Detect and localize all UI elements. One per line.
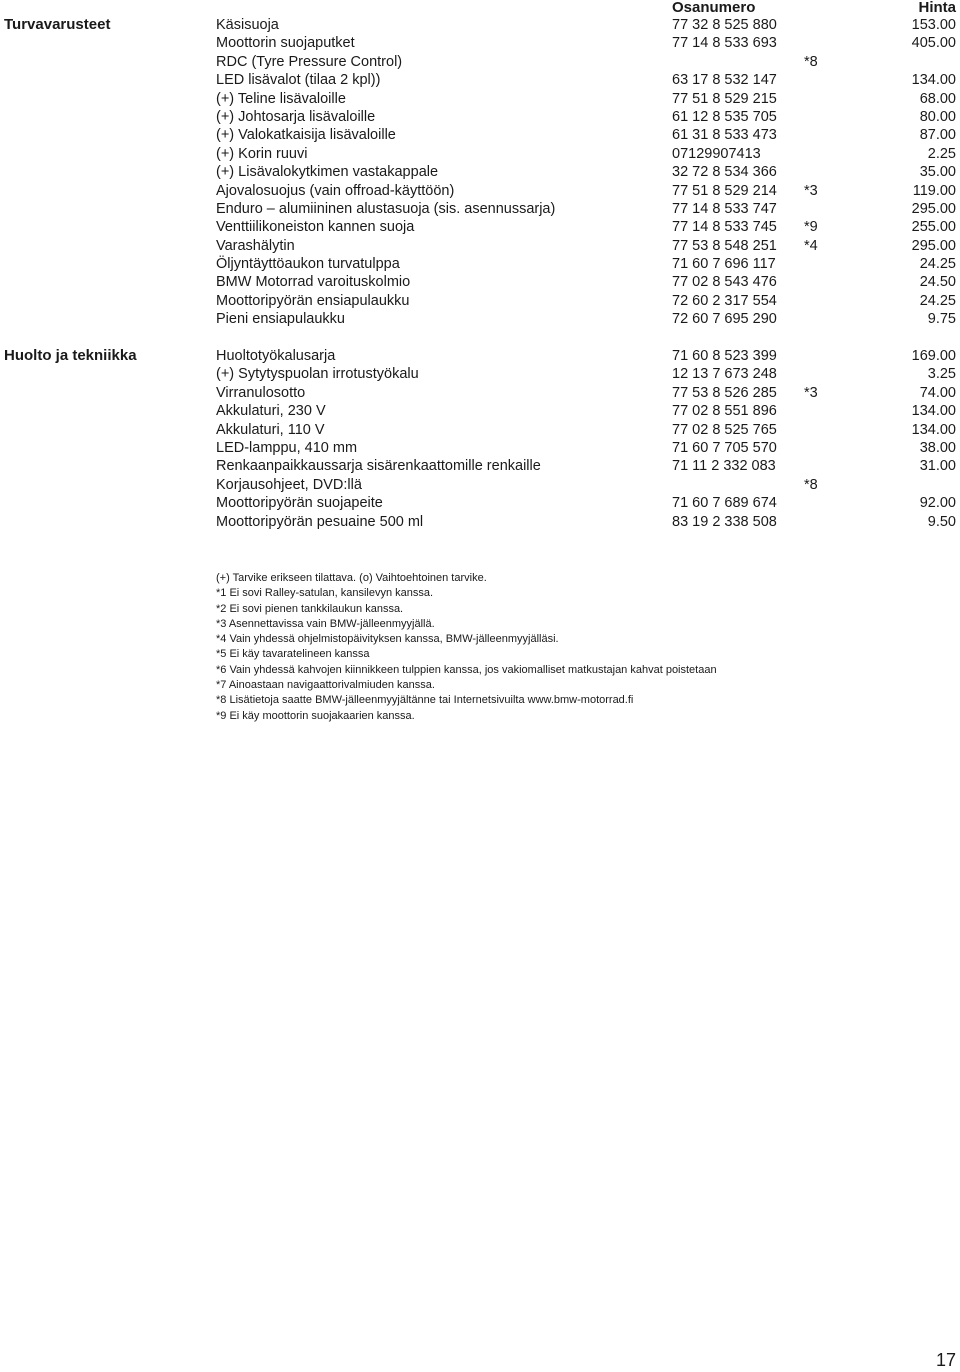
item-name: Moottorin suojaputket — [216, 35, 355, 52]
section-title: Turvavarusteet — [4, 16, 111, 33]
part-number: 77 14 8 533 693 — [672, 35, 777, 52]
part-number: 77 53 8 526 285 — [672, 384, 777, 401]
item-name: Korjausohjeet, DVD:llä — [216, 476, 362, 493]
price: 295.00 — [911, 200, 956, 217]
table-row — [0, 273, 960, 291]
table-row — [0, 255, 960, 273]
table-row — [0, 476, 960, 494]
item-name: (+) Lisävalokytkimen vastakappale — [216, 164, 439, 181]
table-row — [0, 163, 960, 181]
part-number: 72 60 2 317 554 — [672, 292, 777, 309]
table-row — [0, 145, 960, 163]
footnote-ref: *4 — [804, 237, 818, 254]
item-name: Virranulosotto — [216, 384, 306, 401]
price: 87.00 — [919, 127, 956, 144]
item-name: Enduro – alumiininen alustasuoja (sis. asennussarja) — [216, 200, 556, 217]
item-name: Öljyntäyttöaukon turvatulppa — [216, 256, 400, 273]
part-number: 61 12 8 535 705 — [672, 108, 777, 125]
item-name: Akkulaturi, 110 V — [216, 421, 325, 438]
price: 9.75 — [927, 311, 956, 328]
section-rows — [0, 16, 960, 329]
item-name: (+) Teline lisävaloille — [216, 90, 346, 107]
footnote-ref: *8 — [804, 476, 818, 493]
table-row — [0, 90, 960, 108]
item-name: LED-lamppu, 410 mm — [216, 439, 358, 456]
price: 119.00 — [912, 182, 956, 199]
item-name: Moottoripyörän pesuaine 500 ml — [216, 513, 424, 530]
price: 9.50 — [927, 513, 956, 530]
table-row — [0, 34, 960, 52]
price: 80.00 — [919, 108, 956, 125]
price: 35.00 — [919, 164, 956, 181]
price: 3.25 — [927, 366, 956, 383]
table-row — [0, 200, 960, 218]
price: 24.25 — [919, 292, 956, 309]
table-row — [0, 237, 960, 255]
part-number-header: Osanumero — [672, 0, 756, 16]
part-number: 72 60 7 695 290 — [672, 311, 777, 328]
part-number: 77 02 8 543 476 — [672, 274, 777, 291]
footnote-ref: *9 — [804, 219, 818, 236]
part-number: 71 60 7 705 570 — [672, 439, 777, 456]
item-name: (+) Sytytyspuolan irrotustyökalu — [216, 366, 419, 383]
part-number: 77 14 8 533 745 — [672, 219, 777, 236]
item-name: Venttiilikoneiston kannen suoja — [216, 219, 415, 236]
item-name: Pieni ensiapulaukku — [216, 311, 345, 328]
item-name: RDC (Tyre Pressure Control) — [216, 53, 403, 70]
footnote: *4 Vain yhdessä ohjelmistopäivityksen kanssa, BMW-jälleenmyyjälläsi. — [216, 633, 559, 646]
part-number: 71 60 7 689 674 — [672, 495, 777, 512]
part-number: 77 53 8 548 251 — [672, 237, 777, 254]
table-row — [0, 494, 960, 512]
footnote: *9 Ei käy moottorin suojakaarien kanssa. — [216, 709, 415, 722]
footnote: *6 Vain yhdessä kahvojen kiinnikkeen tulppien kanssa, jos vakiomalliset matkustajan kahvat poistetaan — [216, 663, 717, 676]
part-number: 77 51 8 529 214 — [672, 182, 777, 199]
item-name: Varashälytin — [216, 237, 295, 254]
part-number: 77 51 8 529 215 — [672, 90, 777, 107]
part-number: 12 13 7 673 248 — [672, 366, 777, 383]
table-row — [0, 439, 960, 457]
part-number: 07129907413 — [672, 145, 761, 162]
price: 134.00 — [911, 72, 956, 89]
footnote: *5 Ei käy tavaratelineen kanssa — [216, 648, 370, 661]
item-name: Huoltotyökalusarja — [216, 348, 336, 364]
section-rows — [0, 347, 960, 531]
table-row — [0, 421, 960, 439]
part-number: 63 17 8 532 147 — [672, 72, 777, 89]
table-row — [0, 384, 960, 402]
footnote: *8 Lisätietoja saatte BMW-jälleenmyyjältänne tai Internetsivuilta www.bmw-motorrad.fi — [216, 694, 634, 707]
part-number: 71 60 7 696 117 — [672, 256, 776, 273]
table-row — [0, 402, 960, 420]
table-row — [0, 292, 960, 310]
price: 134.00 — [911, 421, 956, 438]
table-row — [0, 53, 960, 71]
price: 38.00 — [919, 439, 956, 456]
part-number: 71 11 2 332 083 — [672, 458, 776, 475]
footnotes — [216, 571, 956, 724]
price: 405.00 — [911, 35, 956, 52]
item-name: (+) Valokatkaisija lisävaloille — [216, 127, 396, 144]
part-number: 77 02 8 525 765 — [672, 421, 777, 438]
item-name: (+) Johtosarja lisävaloille — [216, 108, 376, 125]
footnote: *7 Ainoastaan navigaattorivalmiuden kanssa. — [216, 679, 435, 692]
part-number: 61 31 8 533 473 — [672, 127, 777, 144]
table-row — [0, 347, 960, 365]
price: 68.00 — [919, 90, 956, 107]
footnote: *2 Ei sovi pienen tankkilaukun kanssa. — [216, 602, 404, 615]
part-number: 77 32 8 525 880 — [672, 17, 777, 33]
footnote-ref: *3 — [804, 182, 818, 199]
item-name: Moottoripyörän suojapeite — [216, 495, 383, 512]
price: 74.00 — [919, 384, 956, 401]
item-name: Ajovalosuojus (vain offroad-käyttöön) — [216, 182, 455, 199]
price: 2.25 — [927, 145, 956, 162]
footnote-ref: *3 — [804, 384, 818, 401]
footnote-ref: *8 — [804, 53, 818, 70]
footnote: *1 Ei sovi Ralley-satulan, kansilevyn kanssa. — [216, 587, 434, 600]
price: 295.00 — [911, 237, 956, 254]
table-row — [0, 126, 960, 144]
item-name: Käsisuoja — [216, 17, 279, 33]
table-row — [0, 457, 960, 475]
table-row — [0, 218, 960, 236]
item-name: (+) Korin ruuvi — [216, 145, 308, 162]
price: 255.00 — [911, 219, 956, 236]
section-title: Huolto ja tekniikka — [4, 347, 137, 364]
part-number: 83 19 2 338 508 — [672, 513, 777, 530]
part-number: 71 60 8 523 399 — [672, 348, 777, 364]
price: 153.00 — [911, 17, 956, 33]
table-row — [0, 182, 960, 200]
page-number: 17 — [935, 1350, 956, 1370]
table-row — [0, 16, 960, 34]
item-name: Renkaanpaikkaussarja sisärenkaattomille renkaille — [216, 458, 541, 475]
price: 31.00 — [919, 458, 956, 475]
footnote: (+) Tarvike erikseen tilattava. (o) Vaihtoehtoinen tarvike. — [216, 572, 487, 584]
part-number: 77 02 8 551 896 — [672, 403, 777, 420]
table-row — [0, 365, 960, 383]
price: 24.25 — [919, 256, 956, 273]
table-row — [0, 310, 960, 328]
footnote: *3 Asennettavissa vain BMW-jälleenmyyjällä. — [216, 617, 435, 630]
item-name: Moottoripyörän ensiapulaukku — [216, 292, 410, 309]
table-row — [0, 71, 960, 89]
part-number: 77 14 8 533 747 — [672, 200, 777, 217]
item-name: Akkulaturi, 230 V — [216, 403, 326, 420]
price: 169.00 — [911, 348, 956, 364]
table-row — [0, 108, 960, 126]
item-name: BMW Motorrad varoituskolmio — [216, 274, 411, 291]
price: 134.00 — [911, 403, 956, 420]
item-name: LED lisävalot (tilaa 2 kpl)) — [216, 72, 381, 89]
table-row — [0, 513, 960, 531]
part-number: 32 72 8 534 366 — [672, 164, 777, 181]
price: 24.50 — [919, 274, 956, 291]
price: 92.00 — [919, 495, 956, 512]
price-header: Hinta — [918, 0, 956, 16]
